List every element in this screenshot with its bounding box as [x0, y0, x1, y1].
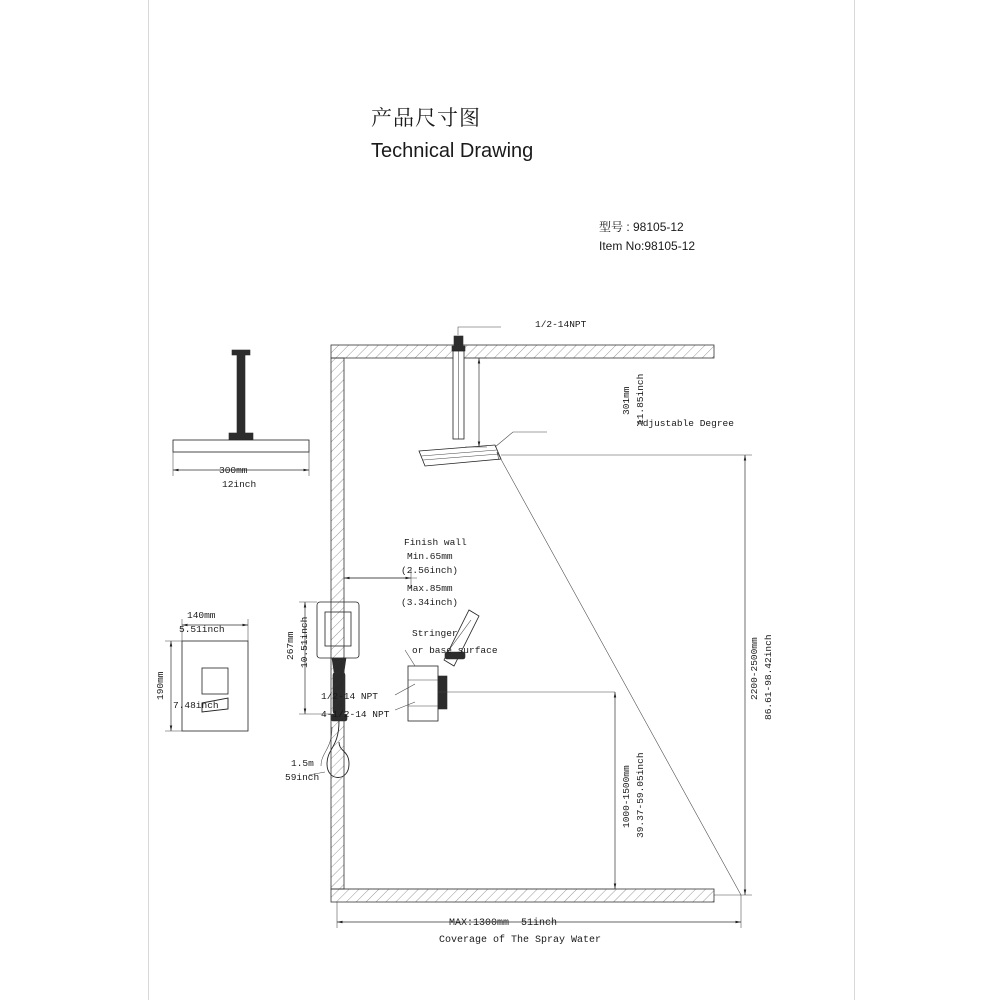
label-handset-mm: 267mm	[285, 631, 296, 660]
label-hose-m: 1.5m	[291, 758, 314, 769]
model-number-cn: 型号 : 98105-12	[599, 220, 684, 234]
label-valve-height-inch: 39.37-59.05inch	[635, 752, 646, 838]
drawing-sheet	[148, 0, 855, 1000]
page-title-en: Technical Drawing	[371, 140, 534, 162]
label-finish-wall-3: (2.56inch)	[401, 565, 459, 576]
floor-section	[331, 889, 714, 902]
label-plate-height-inch: 7.48inch	[173, 700, 219, 711]
page-title-cn: 产品尺寸图	[371, 107, 481, 130]
label-plate-width-inch: 5.51inch	[179, 624, 225, 635]
label-valve-height-mm: 1000-1500mm	[621, 765, 632, 828]
label-coverage-dimension: MAX:1300mm 51inch	[449, 918, 558, 929]
model-number-en: Item No:98105-12	[599, 239, 696, 253]
spray-coverage-cone	[497, 452, 741, 895]
label-handset-inch: 10.51inch	[299, 616, 310, 668]
label-finish-wall-5: (3.34inch)	[401, 597, 459, 608]
label-plate-width-mm: 140mm	[187, 610, 216, 621]
label-finish-wall-1: Finish wall	[404, 537, 467, 548]
label-hose-inch: 59inch	[285, 772, 320, 783]
label-total-height-inch: 86.61-98.42inch	[763, 634, 774, 720]
label-stringer-1: Stringer	[412, 628, 458, 639]
label-stringer-2: or base surface	[412, 645, 498, 656]
label-head-mm: 300mm	[219, 465, 248, 476]
label-adjustable-degree: Adjustable Degree	[637, 418, 734, 429]
label-arm-mm: 301mm	[621, 386, 632, 415]
label-total-height-mm: 2200-2500mm	[749, 637, 760, 700]
label-plate-height-mm: 190mm	[155, 671, 166, 700]
total-height-dimension	[501, 455, 752, 895]
label-coverage-caption: Coverage of The Spray Water	[439, 935, 602, 946]
valve-height-dimension	[344, 692, 615, 889]
wall-section	[331, 358, 344, 889]
plate-height-dimension	[165, 641, 182, 731]
label-npt-valve-1: 1/2-14 NPT	[321, 691, 379, 702]
label-arm-inch: 11.85inch	[635, 373, 646, 425]
concealed-valve-section	[408, 666, 447, 721]
ceiling-shower-head-elevation	[173, 350, 309, 452]
label-finish-wall-4: Max.85mm	[407, 583, 453, 594]
label-finish-wall-2: Min.65mm	[407, 551, 453, 562]
label-npt-top: 1/2-14NPT	[535, 319, 587, 330]
ceiling-section	[331, 345, 714, 358]
label-npt-valve-2: 4-1/2-14 NPT	[321, 709, 390, 720]
npt-top-leader	[458, 327, 501, 335]
valve-trim-plate-elevation	[182, 641, 248, 731]
adjustable-degree-leader	[495, 432, 547, 447]
ceiling-shower-head-section	[419, 445, 501, 466]
label-head-inch: 12inch	[222, 479, 257, 490]
arm-length-dimension	[465, 358, 487, 447]
ceiling-drop-arm	[452, 336, 465, 439]
